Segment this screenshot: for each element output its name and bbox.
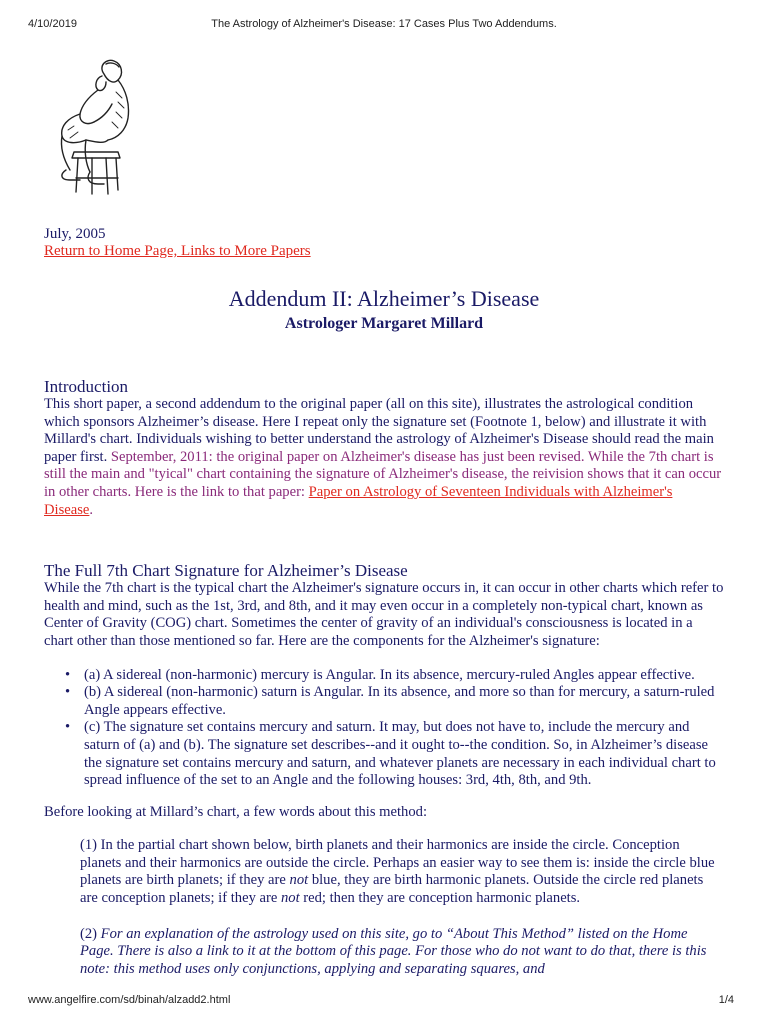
page-url: www.angelfire.com/sd/binah/alzadd2.html	[28, 994, 231, 1006]
print-date: 4/10/2019	[28, 18, 77, 30]
list-item-text: (a) A sidereal (non-harmonic) mercury is Angular. In its absence, mercury-ruled Angles appear effective.	[84, 666, 695, 683]
method-item-1-text-a: (1) In the partial chart shown below, birth planets and their harmonics are inside the circle. Conception planets and their harmonics are outside the circle. Perhaps an easier way to see them is: inside the circle blue planets are birth planets; if they are	[80, 837, 715, 889]
signature-list	[44, 667, 724, 790]
list-item-text: (c) The signature set contains mercury and saturn. It may, but does not have to, include the mercury and saturn of (a) and (b). The signature set describes--and it ought to--the condition. So, in Alzheimer’s disease the signature set contains mercury and saturn, and whatever planets are necessary in each individual chart to spread influence of the set to an Angle and the following houses: 3rd, 4th, 8th, and 9th.	[84, 719, 716, 789]
revised-paper-link[interactable]: Paper on Astrology of Seventeen Individuals with Alzheimer's Disease	[44, 483, 673, 518]
method-item-2	[80, 926, 724, 979]
dateline: July, 2005	[44, 226, 106, 242]
signature-heading: The Full 7th Chart Signature for Alzheimer’s Disease	[44, 561, 408, 581]
method-item-1-text-b: blue, they are birth harmonic planets. Outside the circle red planets are conception planets; if they are	[80, 872, 704, 907]
intro-text: This short paper, a second addendum to the original paper (all on this site), illustrates the astrological condition which sponsors Alzheimer’s disease. Here I repeat only the signature set (Footnote 1, below) and illustrate it with Millard's chart. Individuals wishing to better understand the astrology of Alzheimer's Disease should read the main paper first.	[44, 396, 714, 465]
thinking-figure-icon	[46, 52, 146, 207]
method-item-1-text-c: red; then they are conception harmonic planets.	[299, 890, 581, 907]
intro-end: .	[89, 501, 94, 518]
list-item-text: (b) A sidereal (non-harmonic) saturn is Angular. In its absence, and more so than for mercury, a saturn-ruled Angle appears effective.	[84, 684, 715, 718]
print-header	[0, 18, 768, 32]
signature-paragraph: While the 7th chart is the typical chart the Alzheimer's signature occurs in, it can occur in other charts which refer to health and mind, such as the 1st, 3rd, and 8th, and it may even occur in a completely non-typical chart, known as Center of Gravity (COG) chart. Sometimes the center of gravity of an individual's consciousness is located in a chart other than those mentioned so far. Here are the components for the Alzheimer's signature:	[44, 580, 724, 649]
method-item-2-number: (2)	[80, 925, 101, 942]
list-item	[65, 719, 724, 789]
intro-heading: Introduction	[44, 377, 129, 396]
intro-paragraph	[44, 396, 724, 519]
page-title: Addendum II: Alzheimer’s Disease	[228, 286, 540, 311]
return-home-link[interactable]: Return to Home Page, Links to More Papers	[44, 243, 311, 259]
list-item	[65, 666, 724, 685]
bullet-icon: •	[65, 666, 71, 683]
emphasis-not: not	[280, 890, 300, 907]
method-item-1	[80, 837, 724, 907]
emphasis-not: not	[289, 872, 309, 889]
revision-note: September, 2011: the original paper on Alzheimer's disease has just been revised. While the 7th chart is still the main and "tyical" chart containing the signature of Alzheimer's disease, the reivision shows that it can occur in other charts. Here is the link to that paper:	[44, 448, 722, 500]
bullet-icon: •	[65, 684, 71, 701]
print-title: The Astrology of Alzheimer's Disease: 17 Cases Plus Two Addendums.	[211, 18, 557, 30]
document-body	[44, 226, 724, 978]
list-item	[65, 684, 724, 719]
author: Astrologer Margaret Millard	[284, 315, 484, 332]
bullet-icon: •	[65, 719, 71, 736]
print-footer	[0, 994, 768, 1008]
method-intro: Before looking at Millard’s chart, a few words about this method:	[44, 803, 428, 820]
page-number: 1/4	[718, 994, 734, 1006]
method-item-2-text: For an explanation of the astrology used on this site, go to “About This Method” listed on the Home Page. There is also a link to it at the bottom of this page. For those who do not want to do that, there is this note: this method uses only conjunctions, applying and separating squares, and	[80, 925, 707, 977]
